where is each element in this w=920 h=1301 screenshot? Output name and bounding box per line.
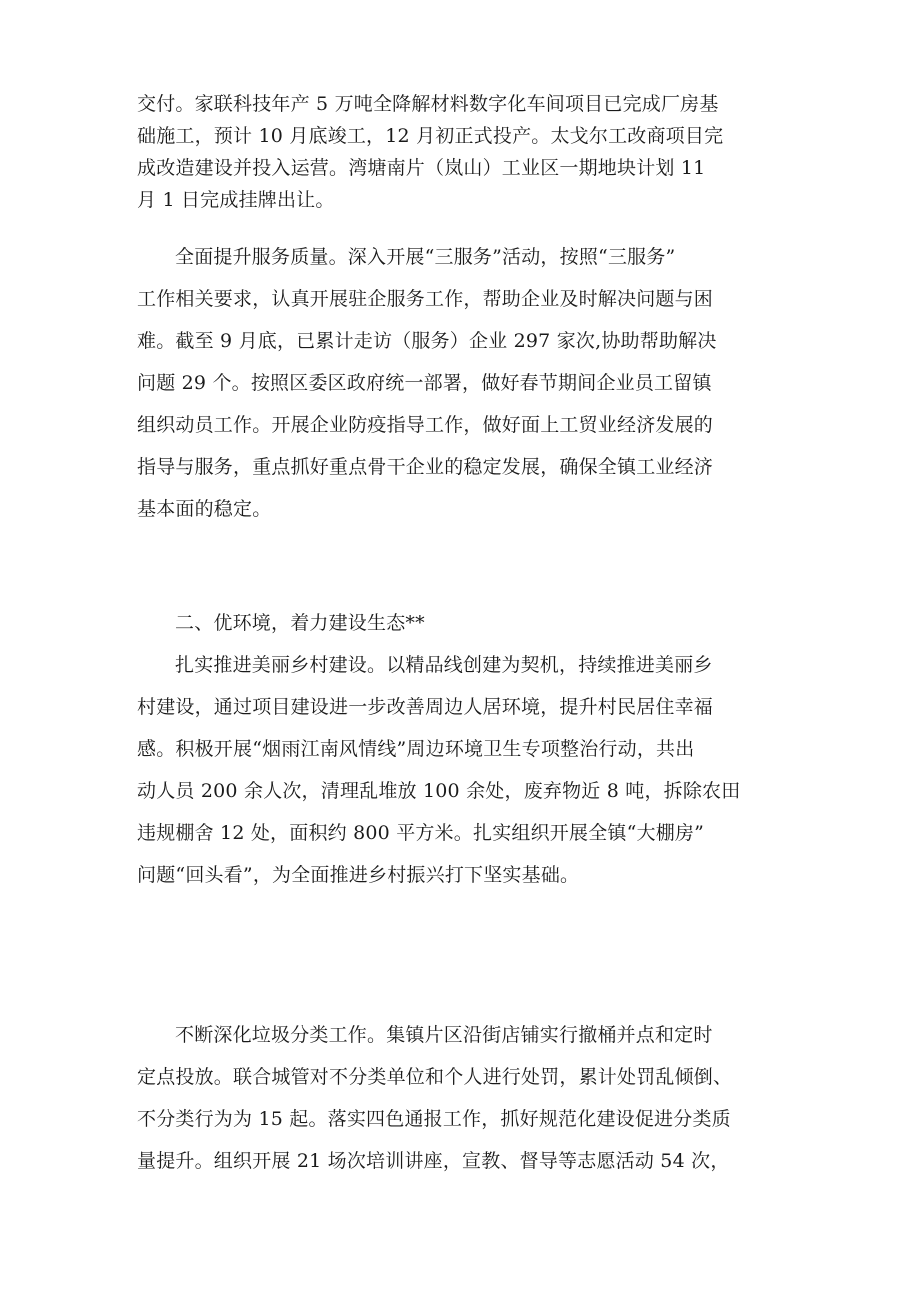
text-line: 村建设，通过项目建设进一步改善周边人居环境，提升村民居住幸福 bbox=[137, 696, 714, 718]
text-line: 难。截至 9 月底，已累计走访（服务）企业 297 家次,协助帮助解决 bbox=[137, 330, 717, 352]
paragraph-beautiful-village bbox=[137, 644, 787, 896]
paragraph-project-progress bbox=[137, 88, 787, 216]
text-line: 基本面的稳定。 bbox=[137, 498, 272, 520]
section-heading bbox=[137, 602, 787, 644]
paragraph-waste-sorting bbox=[137, 1014, 787, 1182]
text-line: 全面提升服务质量。深入开展“三服务”活动，按照“三服务” bbox=[175, 246, 676, 268]
text-line: 动人员 200 余人次，清理乱堆放 100 余处，废弃物近 8 吨，拆除农田 bbox=[137, 780, 741, 802]
text-line: 不分类行为为 15 起。落实四色通报工作，抓好规范化建设促进分类质 bbox=[137, 1108, 731, 1130]
heading-text: 二、优环境，着力建设生态** bbox=[175, 612, 425, 634]
text-line: 感。积极开展“烟雨江南风情线”周边环境卫生专项整治行动，共出 bbox=[137, 738, 695, 760]
text-line: 问题“回头看”，为全面推进乡村振兴打下坚实基础。 bbox=[137, 864, 580, 886]
text-line: 组织动员工作。开展企业防疫指导工作，做好面上工贸业经济发展的 bbox=[137, 414, 714, 436]
text-line: 扎实推进美丽乡村建设。以精品线创建为契机，持续推进美丽乡 bbox=[175, 654, 713, 676]
text-line: 工作相关要求，认真开展驻企服务工作，帮助企业及时解决问题与困 bbox=[137, 288, 714, 310]
text-line: 定点投放。联合城管对不分类单位和个人进行处罚，累计处罚乱倾倒、 bbox=[137, 1066, 733, 1088]
text-line: 违规棚舍 12 处，面积约 800 平方米。扎实组织开展全镇“大棚房” bbox=[137, 822, 705, 844]
text-line: 交付。家联科技年产 5 万吨全降解材料数字化车间项目已完成厂房基 bbox=[137, 93, 719, 115]
text-line: 问题 29 个。按照区委区政府统一部署，做好春节期间企业员工留镇 bbox=[137, 372, 712, 394]
text-line: 成改造建设并投入运营。湾塘南片（岚山）工业区一期地块计划 11 bbox=[137, 157, 706, 179]
text-line: 指导与服务，重点抓好重点骨干企业的稳定发展，确保全镇工业经济 bbox=[137, 456, 714, 478]
text-line: 量提升。组织开展 21 场次培训讲座，宣教、督导等志愿活动 54 次， bbox=[137, 1150, 730, 1172]
paragraph-service-quality bbox=[137, 236, 787, 530]
text-line: 础施工，预计 10 月底竣工，12 月初正式投产。太戈尔工改商项目完 bbox=[137, 125, 724, 147]
text-line: 月 1 日完成挂牌出让。 bbox=[137, 189, 335, 211]
text-line: 不断深化垃圾分类工作。集镇片区沿街店铺实行撤桶并点和定时 bbox=[175, 1024, 713, 1046]
